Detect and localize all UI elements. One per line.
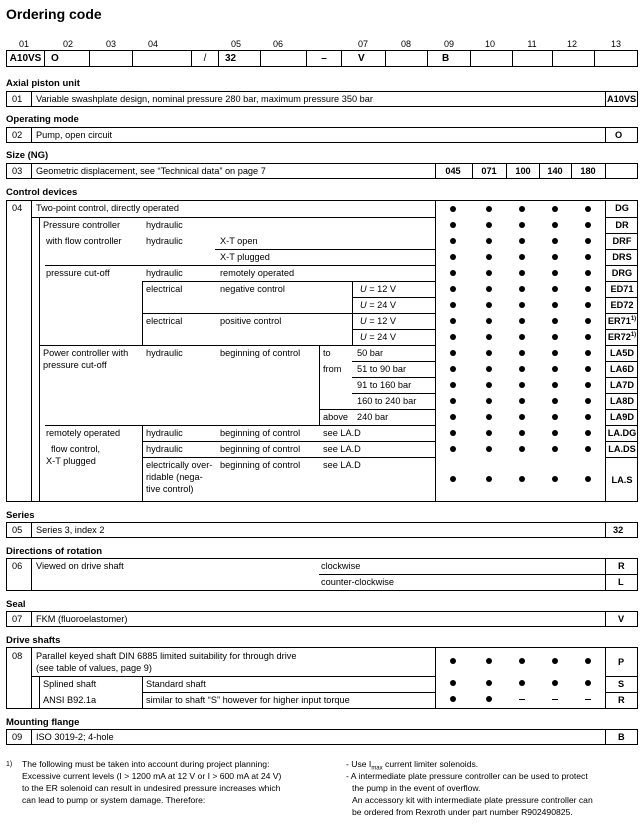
rotation-text: Viewed on drive shaft [36,561,124,571]
two-point-text: Two-point control, directly operated [36,203,179,213]
footnote-mark: 1) [6,761,13,768]
available-dot [486,286,492,292]
available-dot [585,430,591,436]
axial-row [6,91,638,107]
label-u-12v: U = 12 V [360,284,397,294]
shafts-table [6,647,638,709]
available-dot [519,286,525,292]
code-cell-08 [386,51,428,66]
shaft-ansi: ANSI B92.1a [43,695,97,705]
rotation-cw: clockwise [321,561,361,571]
available-dot [519,382,525,388]
available-dot [486,270,492,276]
flange-code: B [618,732,625,742]
available-dot [519,398,525,404]
label-hydraulic: hydraulic [146,236,183,246]
label-elec-over-3: tive control) [146,484,194,494]
label-xt-plugged: X-T plugged [220,252,270,262]
control-code: ED72 [610,300,634,310]
row-num: 05 [12,525,23,535]
available-dot [486,318,492,324]
available-dot [552,414,558,420]
axial-text: Variable swashplate design, nominal pressure 280 bar, maximum pressure 350 bar [36,94,373,104]
opmode-row [6,127,638,143]
label-from: from [323,364,342,374]
available-dot [585,206,591,212]
label-elec-over-1: electrically over- [146,460,213,470]
available-dot [450,350,456,356]
available-dot [585,238,591,244]
available-dot [585,222,591,228]
opmode-code: O [615,130,623,140]
label-remotely-operated-2: remotely operated [46,428,121,438]
pos-05: 05 [230,39,241,49]
available-dot [552,206,558,212]
available-dot [450,414,456,420]
pressure-controller-text: Pressure controller [43,220,121,230]
available-dot [552,476,558,482]
available-dot [552,238,558,244]
available-dot [552,398,558,404]
series-text: Series 3, index 2 [36,525,105,535]
footnote-right-1: - Use $I_{max}$ current limiter solenoids. [346,759,479,772]
available-dot [486,658,492,664]
label-with-flow: with flow controller [46,236,122,246]
range-240: 240 bar [357,412,389,422]
code-cell-01: A10VS [7,51,45,66]
shaft-code-p: P [618,657,625,667]
available-dot [450,680,456,686]
section-heading-shafts: Drive shafts [6,635,61,646]
label-electrical: electrical [146,316,183,326]
label-pressure-cutoff-2: pressure cut-off [43,360,107,370]
size-row [6,163,638,179]
label-hydraulic: hydraulic [146,348,183,358]
footnote-right-2: - A intermediate plate pressure controller can be used to protect [346,771,588,781]
available-dot [519,270,525,276]
label-hydraulic: hydraulic [146,428,183,438]
available-dot [450,476,456,482]
available-dot [552,350,558,356]
pos-13: 13 [610,39,621,49]
available-dot [519,222,525,228]
available-dot [585,446,591,452]
available-dot [450,382,456,388]
section-heading-flange: Mounting flange [6,717,80,728]
range-160-240: 160 to 240 bar [357,396,417,406]
available-dot [585,302,591,308]
control-code: LA8D [610,396,634,406]
ordering-code-box [6,50,638,67]
control-code: ER72$^{1)}$ [607,331,637,342]
available-dot [585,476,591,482]
control-code: DRG [611,268,633,278]
row-num: 09 [12,732,23,742]
pos-06: 06 [272,39,283,49]
shaft-similar: similar to shaft “S” however for higher input torque [146,695,350,705]
label-xt-open: X-T open [220,236,258,246]
control-code: DR [615,220,629,230]
available-dot [450,302,456,308]
section-heading-size: Size (NG) [6,150,49,161]
available-dot [519,238,525,244]
label-hydraulic: hydraulic [146,268,183,278]
code-cell-12 [553,51,595,66]
label-remotely-operated: remotely operated [220,268,295,278]
label-u-24v: U = 24 V [360,332,397,342]
available-dot [552,302,558,308]
pos-01: 01 [18,39,29,49]
available-dot [585,270,591,276]
row-num: 06 [12,561,23,571]
available-dot [486,254,492,260]
pos-10: 10 [484,39,495,49]
control-code: DG [615,203,629,213]
footnote-left-4: can lead to pump or system damage. Therefore: [22,795,206,805]
available-dot [486,414,492,420]
shaft-parallel-1: Parallel keyed shaft DIN 6885 limited suitability for through drive [36,651,297,661]
section-heading-opmode: Operating mode [6,114,79,125]
available-dot [552,680,558,686]
size-180: 180 [580,166,596,176]
code-cell-09: B [428,51,471,66]
size-100: 100 [515,166,531,176]
code-cell-04 [133,51,192,66]
footnote-left-3: to the ER solenoid can result in undesired pressure increases which [22,783,281,793]
row-num: 07 [12,614,23,624]
unavailable-dash [585,699,591,700]
available-dot [486,350,492,356]
available-dot [552,446,558,452]
available-dot [585,680,591,686]
available-dot [585,350,591,356]
label-beginning-of-control: beginning of control [220,428,301,438]
control-code: LA9D [610,412,634,422]
available-dot [552,254,558,260]
available-dot [450,206,456,212]
opmode-text: Pump, open circuit [36,130,113,140]
label-pressure-cutoff: pressure cut-off [46,268,110,278]
control-code: LA.DG [607,428,637,438]
available-dot [486,222,492,228]
code-cell-05: 32 [219,51,261,66]
rotation-code-l: L [618,577,624,587]
available-dot [585,318,591,324]
available-dot [450,398,456,404]
available-dot [486,398,492,404]
available-dot [519,476,525,482]
available-dot [552,270,558,276]
available-dot [450,658,456,664]
available-dot [519,206,525,212]
footnote-left-1: The following must be taken into account during project planning: [22,759,270,769]
shaft-parallel-2: (see table of values, page 9) [36,663,152,673]
seal-row [6,611,638,627]
series-code: 32 [613,525,624,535]
pos-09: 09 [443,39,454,49]
label-to: to [323,348,331,358]
label-hydraulic: hydraulic [146,444,183,454]
series-row [6,522,638,538]
control-code: ED71 [610,284,634,294]
available-dot [486,206,492,212]
available-dot [450,366,456,372]
axial-code: A10VS [607,94,637,104]
available-dot [486,334,492,340]
size-071: 071 [481,166,497,176]
row-num: 03 [12,166,23,176]
label-xt-plugged-2: X-T plugged [46,456,96,466]
label-beginning-of-control: beginning of control [220,348,301,358]
code-cell-13 [595,51,637,66]
available-dot [519,430,525,436]
available-dot [552,334,558,340]
shaft-code-s: S [618,679,625,689]
shaft-code-r: R [618,695,625,705]
pos-12: 12 [566,39,577,49]
row-num: 04 [12,203,23,213]
section-heading-rotation: Directions of rotation [6,546,103,557]
flange-text: ISO 3019-2; 4-hole [36,732,114,742]
available-dot [552,286,558,292]
label-power-controller: Power controller with [43,348,129,358]
footnote-right-3: the pump in the event of overflow. [352,783,481,793]
code-cell-03 [90,51,133,66]
rotation-ccw: counter-clockwise [321,577,395,587]
available-dot [450,430,456,436]
label-electrical: electrical [146,284,183,294]
available-dot [450,446,456,452]
available-dot [486,382,492,388]
label-u-12v: U = 12 V [360,316,397,326]
pos-02: 02 [62,39,73,49]
available-dot [519,414,525,420]
code-cell-06 [261,51,307,66]
size-140: 140 [547,166,563,176]
code-dash: – [307,51,342,66]
control-code: DRS [612,252,632,262]
available-dot [585,398,591,404]
available-dot [519,302,525,308]
label-hydraulic: hydraulic [146,220,183,230]
available-dot [486,446,492,452]
available-dot [585,286,591,292]
available-dot [486,366,492,372]
available-dot [519,334,525,340]
footnote-right-5: be ordered from Rexroth under part number R902490825. [352,807,573,817]
available-dot [519,350,525,356]
size-045: 045 [445,166,461,176]
control-code: ER71$^{1)}$ [607,315,637,326]
control-code: DRF [612,236,632,246]
section-heading-seal: Seal [6,599,26,610]
label-flow-control: flow control, [51,444,101,454]
label-negative-control: negative control [220,284,285,294]
available-dot [552,658,558,664]
control-code: LA.S [611,475,633,485]
available-dot [450,696,456,702]
shaft-standard: Standard shaft [146,679,206,689]
available-dot [552,222,558,228]
row-num: 08 [12,651,23,661]
footnote-left-2: Excessive current levels (I > 1200 mA at 12 V or I > 600 mA at 24 V) [22,771,282,781]
control-code: LA5D [610,348,634,358]
available-dot [519,658,525,664]
rotation-code-r: R [618,561,625,571]
range-91-160: 91 to 160 bar [357,380,412,390]
available-dot [486,680,492,686]
available-dot [519,366,525,372]
page-title: Ordering code [6,6,102,22]
label-beginning-of-control: beginning of control [220,460,301,470]
available-dot [519,318,525,324]
range-50: 50 bar [357,348,384,358]
size-text: Geometric displacement, see “Technical data” on page 7 [36,166,266,176]
ordering-code-page [6,0,638,838]
control-code: LA7D [610,380,634,390]
label-see-la: see LA.D [323,444,361,454]
code-cell-11 [513,51,553,66]
available-dot [585,254,591,260]
unavailable-dash [519,699,525,700]
control-code: LA6D [610,364,634,374]
pos-03: 03 [105,39,116,49]
label-above: above [323,412,349,422]
available-dot [450,318,456,324]
section-heading-axial: Axial piston unit [6,78,80,89]
available-dot [450,270,456,276]
available-dot [585,334,591,340]
available-dot [519,446,525,452]
pos-07: 07 [357,39,368,49]
code-cell-07: V [342,51,386,66]
label-u-24v: U = 24 V [360,300,397,310]
code-cell-10 [471,51,513,66]
label-see-la: see LA.D [323,460,361,470]
seal-code: V [618,614,625,624]
available-dot [552,382,558,388]
section-heading-control: Control devices [6,187,78,198]
unavailable-dash [552,699,558,700]
footnote-right-4: An accessory kit with intermediate plate pressure controller can [352,795,593,805]
code-slash: / [192,51,219,66]
flange-row [6,729,638,745]
control-code: LA.DS [608,444,636,454]
available-dot [450,334,456,340]
available-dot [450,222,456,228]
label-beginning-of-control: beginning of control [220,444,301,454]
shaft-splined: Splined shaft [43,679,97,689]
available-dot [450,254,456,260]
available-dot [552,318,558,324]
available-dot [450,238,456,244]
available-dot [450,286,456,292]
available-dot [519,680,525,686]
control-table [6,200,638,502]
row-num: 01 [12,94,23,104]
range-51-90: 51 to 90 bar [357,364,407,374]
label-elec-over-2: ridable (nega- [146,472,203,482]
available-dot [486,302,492,308]
pos-04: 04 [147,39,158,49]
rotation-table [6,558,638,591]
section-heading-series: Series [6,510,35,521]
available-dot [585,658,591,664]
available-dot [486,696,492,702]
available-dot [486,430,492,436]
available-dot [585,366,591,372]
code-cell-02: O [45,51,90,66]
available-dot [552,430,558,436]
label-positive-control: positive control [220,316,282,326]
label-see-la: see LA.D [323,428,361,438]
pos-11: 11 [527,39,537,49]
available-dot [585,382,591,388]
available-dot [585,414,591,420]
seal-text: FKM (fluoroelastomer) [36,614,128,624]
available-dot [552,366,558,372]
pos-08: 08 [400,39,411,49]
available-dot [486,476,492,482]
available-dot [519,254,525,260]
row-num: 02 [12,130,23,140]
available-dot [486,238,492,244]
